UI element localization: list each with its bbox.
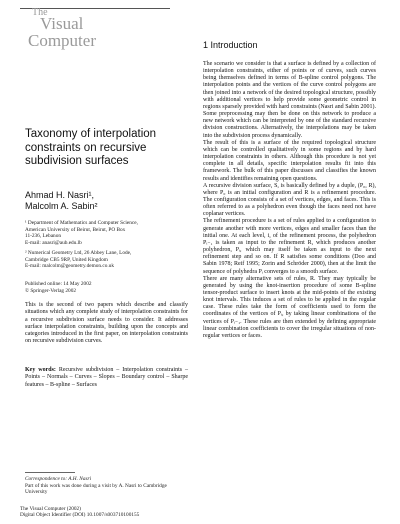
intro-paragraph: The refinement procedure is a set of rules applied to a configuration to generate another with more vertices, edges and smaller faces than the initial one. At each level, i, of the refinement process, the polyhedron Pᵢ₋₁ is taken as input to the refinement R, which produces another polyhedron, Pᵢ, which may itself be taken as input to the next refinement step and so on. If R satisfies some conditions (Doo and Sabin 1978; Reif 1995; Zorin and Schröder 2000), then at the limit the sequence of polyhedra Pᵢ converges to a smooth surface. <box>203 218 376 275</box>
journal-masthead-logo <box>20 8 170 68</box>
affiliation-1-line: ¹ Department of Mathematics and Computer Science, <box>25 220 138 226</box>
affiliation-1-line: 11-236, Lebanon <box>25 233 61 240</box>
author-list <box>25 190 190 212</box>
affiliation-2-line: ² Numerical Geometry Ltd, 26 Abbey Lane, Lode, <box>25 250 132 256</box>
section-heading: 1 Introduction <box>203 40 258 50</box>
visit-note: Part of this work was done during a visit by A. Nasri to Cambridge University <box>25 482 167 496</box>
author-1: Ahmad H. Nasri¹, <box>25 190 95 200</box>
published-date: Published online: 14 May 2002 <box>25 281 92 287</box>
affiliation-1-email: E-mail: anasri@aub.edu.lb <box>25 239 82 246</box>
keywords <box>25 367 188 389</box>
introduction-body <box>203 61 376 340</box>
copyright: © Springer-Verlag 2002 <box>25 287 76 294</box>
masthead-line1: The <box>32 7 48 18</box>
affiliation-1-line: American University of Beirut, Beirut, PO Box <box>25 226 126 233</box>
masthead-line3: Computer <box>28 31 96 50</box>
keywords-label: Key words: <box>25 367 56 373</box>
footnotes <box>25 476 190 496</box>
journal-name: The Visual Computer (2002) <box>20 506 81 512</box>
affiliation-2 <box>25 250 190 270</box>
intro-paragraph: There are many alternative sets of rules, R. They may typically be generated by using the knot-insertion procedure of some B-spline tensor-product surface to insert knots at the mid-points of the existing knot intervals. This induces a set of rules to be applied in the regular case. These rules take the form of coefficients used to form the coordinates of the vertices of Pᵢ, by taking linear combinations of the vertices of Pᵢ₋₁. These rules are then extended by defining appropriate linear combination coefficients to cover the irregular situations of non-regular vertices or faces. <box>203 275 376 339</box>
masthead-line2: Visual <box>40 14 84 33</box>
footnote-divider <box>25 472 75 473</box>
intro-paragraph: The result of this is a surface of the required topological structure which can be controlled qualitatively in some regions and by hard interpolation constraints in others. Although this procedure is not yet complete in all details, specific interpolation results fit into this framework. The bulk of this paper discusses and classifies the known results and identifies remaining open questions. <box>203 139 376 182</box>
keywords-text: Recursive subdivision – Interpolation constraints – Points – Normals – Curves – Slopes – Boundary control – Sharpe features – B-spline – Surfaces <box>25 367 188 388</box>
intro-paragraph: The scenario we consider is that a surface is defined by a collection of interpolation constraints, either of points or of curves, such curves being themselves defined in terms of B-spline control polygons. The interpolation points and the vertices of the curve control polygons are then joined into a network of the desired topological structure, possibly with additional vertices to help provide some geometric control in regions sparsely provided with hard constraints (Nasri and Sabin 2001). Some preprocessing may then be done on this network to produce a new network which can be interpreted by one of the standard recursive division constructions. Alternatively, the interpolations may be taken into the subdivision process dynamically. <box>203 61 376 139</box>
affiliation-1 <box>25 220 190 246</box>
abstract: This is the second of two papers which describe and classify situations which any complete study of interpolation constraints for a recursive subdivision surface needs to consider. It addresses surface interpolation constraints, building upon the concepts and categories introduced in the first paper, on interpolation constraints on recursive subdivision curves. <box>25 302 188 345</box>
journal-doi: Digital Object Identifier (DOI) 10.1007/s003710100155 <box>20 512 140 519</box>
journal-citation <box>20 506 220 519</box>
affiliation-2-line: Cambridge CB5 9RP, United Kingdom <box>25 256 108 263</box>
article-title: Taxonomy of interpolation constraints on recursive subdivision surfaces <box>25 128 157 167</box>
author-2: Malcolm A. Sabin² <box>25 201 98 211</box>
intro-paragraph: A recursive division surface, S, is basically defined by a duple, (P₀, R), where P₀ is an initial configuration and R is a refinement procedure. The configuration consists of a set of vertices, edges, and faces. This is often referred to as a polyhedron even though the faces need not have coplanar vertices. <box>203 182 376 218</box>
affiliation-2-email: E-mail: malcolm@geometry.demon.co.uk <box>25 263 114 270</box>
publication-info <box>25 281 190 294</box>
correspondence-note: Correspondence to: A.H. Nasri <box>25 476 92 482</box>
